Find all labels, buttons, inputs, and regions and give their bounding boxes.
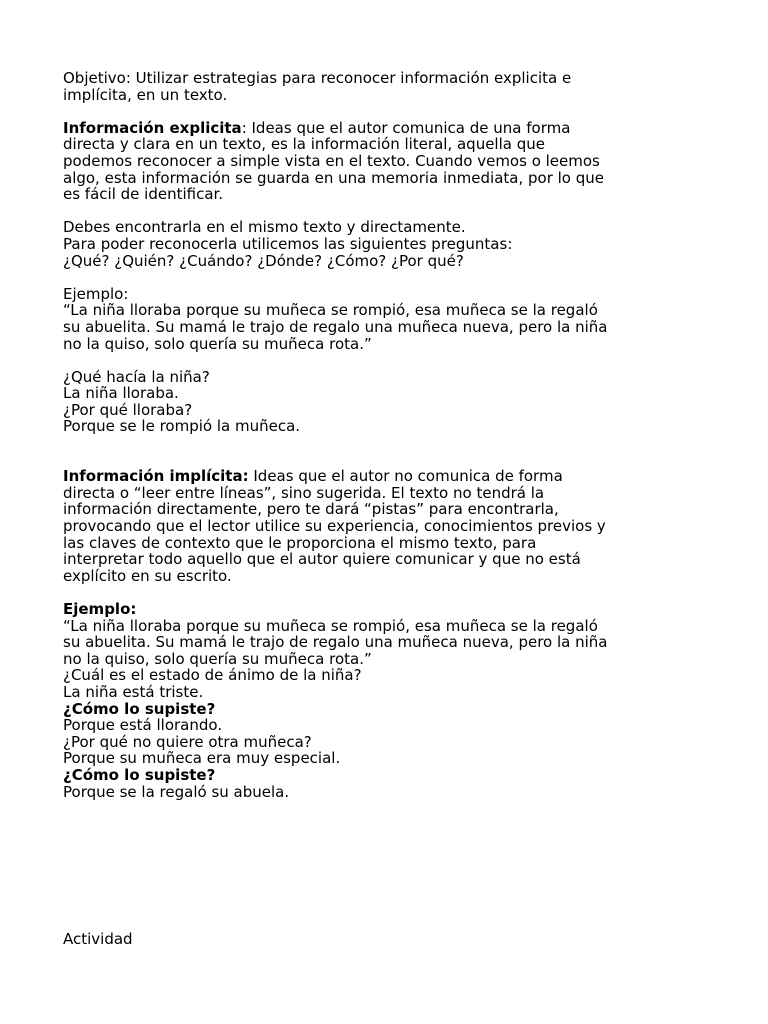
implicit-line: directa o “leer entre líneas”, sino sugerida. El texto no tendrá la bbox=[63, 483, 545, 502]
question-line: ¿Por qué lloraba? bbox=[63, 400, 193, 419]
explicit-heading: Información explicita bbox=[63, 118, 242, 137]
example-label-bold: Ejemplo: bbox=[63, 600, 137, 618]
implicit-example bbox=[63, 601, 753, 800]
explicit-line: podemos reconocer a simple vista en el texto. Cuando vemos o leemos bbox=[63, 151, 600, 170]
explicit-first-line bbox=[63, 120, 753, 137]
blank-line bbox=[63, 203, 753, 220]
answer-line: Porque está llorando. bbox=[63, 716, 223, 735]
answer-line: La niña lloraba. bbox=[63, 384, 179, 403]
blank-lines bbox=[63, 435, 753, 468]
explicit-questions bbox=[63, 369, 753, 435]
example-quote-line: no la quiso, solo quería su muñeca rota.” bbox=[63, 649, 372, 668]
answer-line: La niña está triste. bbox=[63, 682, 204, 701]
blank-line bbox=[63, 352, 753, 369]
answer-line: Porque se le rompió la muñeca. bbox=[63, 417, 301, 436]
question-line: ¿Cuál es el estado de ánimo de la niña? bbox=[63, 666, 362, 685]
implicit-line: explícito en su escrito. bbox=[63, 566, 232, 585]
explicit-line: directa y clara en un texto, es la información literal, aquella que bbox=[63, 135, 545, 154]
blank-line bbox=[63, 584, 753, 601]
question-line: ¿Por qué no quiere otra muñeca? bbox=[63, 732, 312, 751]
document-page bbox=[63, 70, 753, 800]
answer-line: Porque se la regaló su abuela. bbox=[63, 782, 290, 801]
how-question-bold: ¿Cómo lo supiste? bbox=[63, 699, 216, 718]
implicit-first-line bbox=[63, 468, 753, 485]
example-label bbox=[63, 601, 753, 618]
explicit-example bbox=[63, 286, 753, 352]
example-quote-line: no la quiso, solo quería su muñeca rota.” bbox=[63, 334, 372, 353]
objective-paragraph bbox=[63, 70, 753, 103]
how-question-line bbox=[63, 767, 753, 784]
implicit-definition-paragraph bbox=[63, 468, 753, 584]
implicit-line: las claves de contexto que le proporciona el mismo texto, para bbox=[63, 533, 537, 552]
explicit-instructions bbox=[63, 219, 753, 269]
explicit-first-line-text: : Ideas que el autor comunica de una forma bbox=[241, 118, 571, 137]
implicit-line: información directamente, pero te dará “pistas” para encontrarla, bbox=[63, 500, 559, 519]
implicit-line: interpretar todo aquello que el autor quiere comunicar y que no está bbox=[63, 550, 581, 569]
answer-line: Porque su muñeca era muy especial. bbox=[63, 749, 341, 768]
example-label: Ejemplo: bbox=[63, 284, 129, 303]
how-question-line bbox=[63, 701, 753, 718]
example-quote-line: “La niña lloraba porque su muñeca se rompió, esa muñeca se la regaló bbox=[63, 301, 598, 320]
question-words-line: ¿Qué? ¿Quién? ¿Cuándo? ¿Dónde? ¿Cómo? ¿Por qué? bbox=[63, 251, 464, 270]
activity-heading: Actividad bbox=[63, 930, 133, 948]
objective-line: Objetivo: Utilizar estrategias para reconocer información explicita e bbox=[63, 69, 572, 87]
question-line: ¿Qué hacía la niña? bbox=[63, 367, 210, 386]
objective-line: implícita, en un texto. bbox=[63, 85, 228, 104]
example-quote-line: su abuelita. Su mamá le trajo de regalo una muñeca nueva, pero la niña bbox=[63, 317, 608, 336]
explicit-definition-paragraph bbox=[63, 120, 753, 203]
example-quote-line: “La niña lloraba porque su muñeca se rompió, esa muñeca se la regaló bbox=[63, 616, 598, 635]
implicit-line: provocando que el lector utilice su experiencia, conocimientos previos y bbox=[63, 517, 606, 536]
instruction-line: Para poder reconocerla utilicemos las siguientes preguntas: bbox=[63, 234, 513, 253]
blank-line bbox=[63, 103, 753, 120]
explicit-line: es fácil de identificar. bbox=[63, 185, 224, 204]
implicit-heading: Información implícita: bbox=[63, 467, 249, 486]
blank-line bbox=[63, 269, 753, 286]
how-question-bold: ¿Cómo lo supiste? bbox=[63, 765, 216, 784]
explicit-line: algo, esta información se guarda en una memoria inmediata, por lo que bbox=[63, 168, 605, 187]
instruction-line: Debes encontrarla en el mismo texto y directamente. bbox=[63, 218, 466, 237]
implicit-first-line-text: Ideas que el autor no comunica de forma bbox=[248, 467, 563, 486]
example-quote-line: su abuelita. Su mamá le trajo de regalo una muñeca nueva, pero la niña bbox=[63, 633, 608, 652]
